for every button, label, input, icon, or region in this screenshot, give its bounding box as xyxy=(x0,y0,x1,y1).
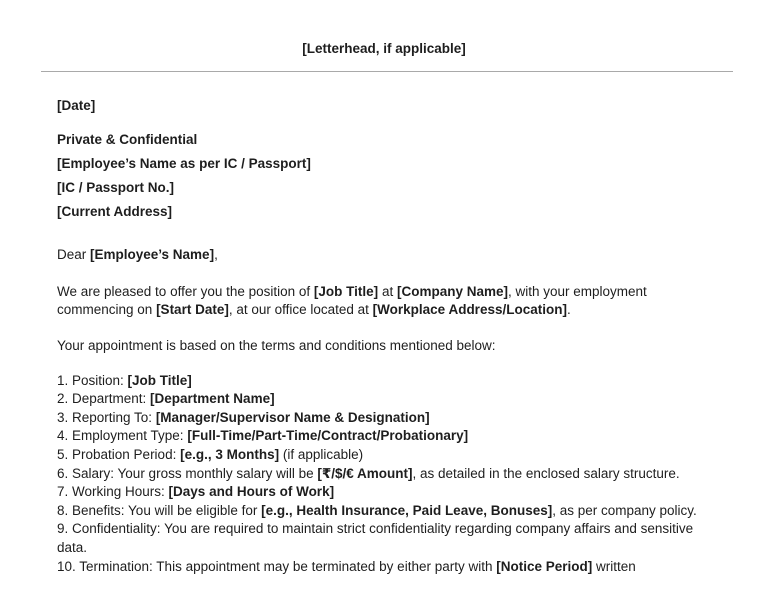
term-item-position: 1. Position: [Job Title] xyxy=(57,372,192,388)
date-placeholder: [Date] xyxy=(57,97,96,113)
term-item-reporting-to: 3. Reporting To: [Manager/Supervisor Name & Designation] xyxy=(57,409,430,425)
offer-intro-paragraph: We are pleased to offer you the position of [Job Title] at [Company Name], with your employment commencing on [Start Date], at our office located at [Workplace Address/Location]. xyxy=(57,283,647,318)
confidential-label: Private & Confidential xyxy=(57,132,198,148)
letterhead-divider xyxy=(41,71,733,72)
term-item-department: 2. Department: [Department Name] xyxy=(57,391,275,407)
term-item-salary: 6. Salary: Your gross monthly salary will be [₹/$/€ Amount], as detailed in the enclosed salary structure. xyxy=(57,465,680,481)
terms-intro-line: Your appointment is based on the terms and conditions mentioned below: xyxy=(57,337,496,353)
letter-body xyxy=(0,97,768,577)
term-item-probation-period: 5. Probation Period: [e.g., 3 Months] (if applicable) xyxy=(57,446,364,462)
terms-list xyxy=(57,372,711,577)
term-item-confidentiality: 9. Confidentiality: You are required to maintain strict confidentiality regarding company affairs and sensitive data. xyxy=(57,521,694,555)
letterhead-placeholder: [Letterhead, if applicable] xyxy=(302,41,466,56)
term-item-employment-type: 4. Employment Type: [Full-Time/Part-Time/Contract/Probationary] xyxy=(57,428,469,444)
term-item-termination: 10. Termination: This appointment may be terminated by either party with [Notice Period] written xyxy=(57,558,636,574)
recipient-block xyxy=(57,128,711,224)
current-address-placeholder: [Current Address] xyxy=(57,204,173,220)
salutation-line: Dear [Employee’s Name], xyxy=(57,247,218,263)
term-item-benefits: 8. Benefits: You will be eligible for [e.g., Health Insurance, Paid Leave, Bonuses], as per company policy. xyxy=(57,502,697,518)
term-item-working-hours: 7. Working Hours: [Days and Hours of Work] xyxy=(57,484,335,500)
ic-passport-placeholder: [IC / Passport No.] xyxy=(57,180,175,196)
employee-name-placeholder: [Employee’s Name as per IC / Passport] xyxy=(57,156,311,172)
